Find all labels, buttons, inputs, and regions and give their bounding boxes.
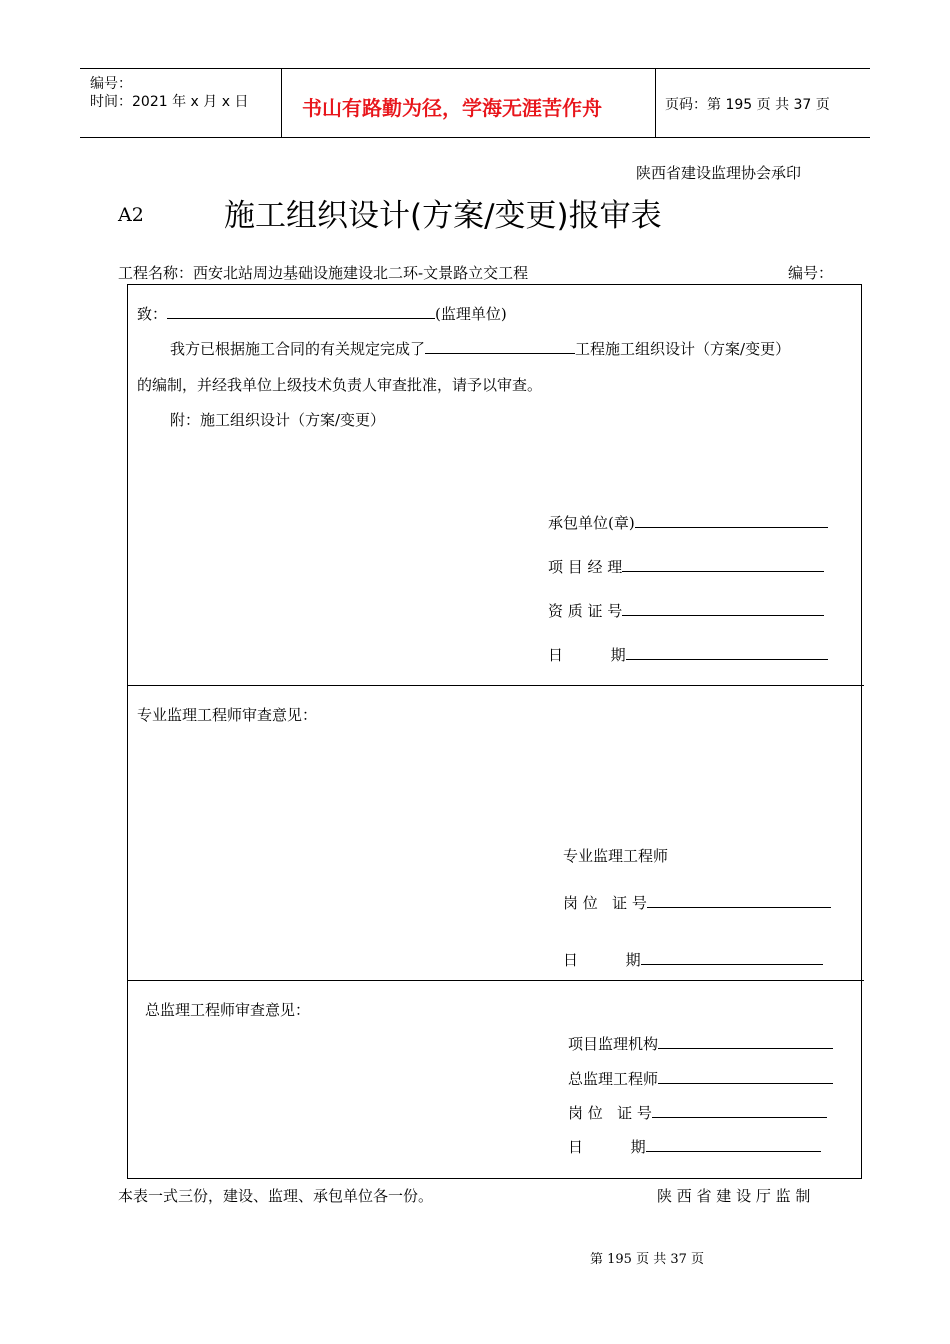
section-divider-2 [127, 980, 864, 981]
to-label: 致： (监理单位) [137, 305, 507, 323]
supervisor-note: 陕 西 省 建 设 厅 监 制 [657, 1187, 811, 1205]
form-title: 施工组织设计(方案/变更)报审表 [224, 198, 662, 234]
copies-note: 本表一式三份，建设、监理、承包单位各一份。 [118, 1187, 434, 1205]
header-motto: 书山有路勤为径，学海无涯苦作舟 [302, 96, 602, 120]
project-manager-sign-row: 项 目 经 理 [548, 556, 824, 577]
attachment-note: 附：施工组织设计（方案/变更） [170, 411, 386, 429]
header-left [80, 69, 281, 137]
date-row-2: 日 期 [563, 949, 823, 970]
chief-review-heading: 总监理工程师审查意见： [145, 1001, 311, 1019]
section-divider-1 [127, 685, 864, 686]
specialist-engineer-label: 专业监理工程师 [563, 847, 669, 865]
header-right [655, 69, 870, 137]
page-number: 第 195 页 共 37 页 [590, 1252, 705, 1267]
header-code-label: 编号： [90, 76, 132, 92]
date-row-3: 日 期 [568, 1136, 821, 1157]
qualification-no-row: 资 质 证 号 [548, 600, 824, 621]
project-blank [425, 339, 575, 354]
supervision-org-row: 项目监理机构 [568, 1033, 833, 1054]
specialist-review-heading: 专业监理工程师审查意见： [137, 706, 318, 724]
submission-para-1: 我方已根据施工合同的有关规定完成了 工程施工组织设计（方案/变更） [170, 340, 791, 358]
form-code: A2 [118, 204, 144, 226]
page-header [80, 68, 870, 138]
header-middle [281, 69, 656, 137]
date-row-1: 日 期 [548, 644, 828, 665]
supervision-unit-blank [167, 304, 435, 319]
chief-engineer-row: 总监理工程师 [568, 1068, 833, 1089]
submission-para-2: 的编制，并经我单位上级技术负责人审查批准，请予以审查。 [137, 376, 543, 394]
header-page-label: 页码：第 195 页 共 37 页 [665, 97, 830, 113]
header-time-label: 时间：2021 年 x 月 x 日 [90, 94, 249, 110]
specialist-cert-row: 岗 位 证 号 [563, 892, 831, 913]
printer-note: 陕西省建设监理协会承印 [636, 164, 802, 182]
contractor-sign-row: 承包单位(章) [548, 512, 828, 533]
chief-cert-row: 岗 位 证 号 [568, 1102, 827, 1123]
form-number-label: 编号： [788, 264, 834, 282]
project-name-label: 工程名称：西安北站周边基础设施建设北二环-文景路立交工程 [118, 264, 529, 282]
